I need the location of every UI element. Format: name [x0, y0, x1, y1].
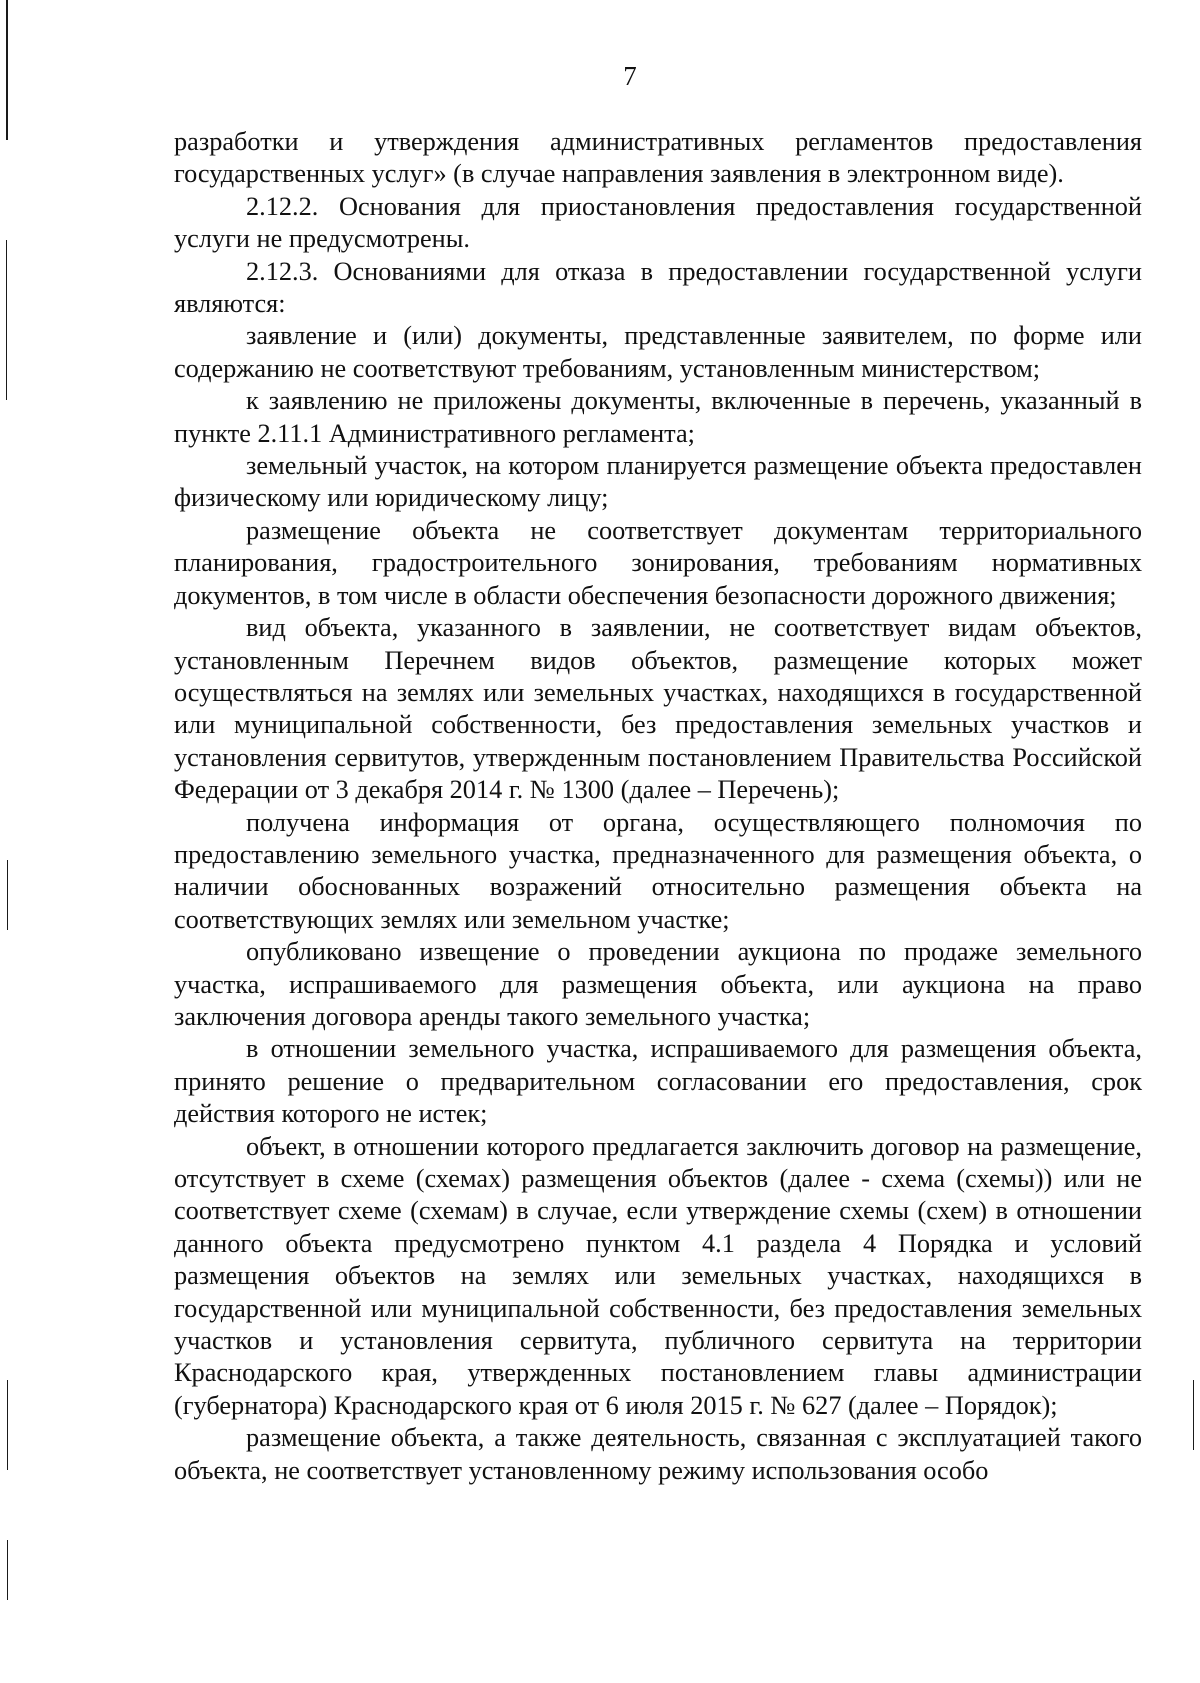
paragraph: земельный участок, на котором планируется размещение объекта предоставлен физическому или юридическому лицу;	[174, 451, 1142, 513]
paragraph: 2.12.3. Основаниями для отказа в предоставлении государственной услуги являются:	[174, 256, 1142, 319]
paragraph: размещение объекта, а также деятельность, связанная с эксплуатацией такого объекта, не соответствует установленному режиму использования особо	[174, 1423, 1142, 1485]
paragraph: к заявлению не приложены документы, включенные в перечень, указанный в пункте 2.11.1 Административного регламента;	[174, 386, 1142, 448]
paragraph: разработки и утверждения административных регламентов предоставления государственных услуг» (в случае направления заявления в электронном виде).	[174, 127, 1142, 189]
document-body	[174, 126, 1142, 1487]
paragraph: объект, в отношении которого предлагается заключить договор на размещение, отсутствует в схеме (схемах) размещения объектов (далее - схема (схемы)) или не соответствует схеме (схемам) в случае, если утверждение схемы (схем) в отношении данного объекта предусмотрено пунктом 4.1 раздела 4 Порядка и условий размещения объектов на землях или земельных участках, находящихся в государственной или муниципальной собственности, без предоставления земельных участков и установления сервитута, публичного сервитута на территории Краснодарского края, утвержденных постановлением главы администрации (губернатора) Краснодарского края от 6 июля 2015 г. № 627 (далее – Порядок);	[174, 1131, 1142, 1420]
scan-edge-mark	[7, 860, 8, 930]
paragraph: вид объекта, указанного в заявлении, не соответствует видам объектов, установленным Перечнем видов объектов, размещение которых может осуществляться на землях или земельных участках, находящихся в государственной или муниципальной собственности, без предоставления земельных участков и установления сервитутов, утвержденным постановлением Правительства Российской Федерации от 3 декабря 2014 г. № 1300 (далее – Перечень);	[174, 613, 1142, 805]
scan-edge-mark	[6, 240, 7, 400]
paragraph: 2.12.2. Основания для приостановления предоставления государственной услуги не предусмотрены.	[174, 191, 1142, 254]
paragraph: заявление и (или) документы, представленные заявителем, по форме или содержанию не соответствуют требованиям, установленным министерством;	[174, 321, 1142, 383]
scan-edge-mark	[7, 1540, 8, 1600]
paragraph: в отношении земельного участка, испрашиваемого для размещения объекта, принято решение о предварительном согласовании его предоставления, срок действия которого не истек;	[174, 1034, 1142, 1129]
scan-edge-mark	[1193, 1380, 1194, 1450]
paragraph: получена информация от органа, осуществляющего полномочия по предоставлению земельного участка, предназначенного для размещения объекта, о наличии обоснованных возражений относительно размещения объекта на соответствующих землях или земельном участке;	[174, 807, 1142, 934]
paragraph: опубликовано извещение о проведении аукциона по продаже земельного участка, испрашиваемого для размещения объекта, или аукциона на право заключения договора аренды такого земельного участка;	[174, 937, 1142, 1031]
paragraph: размещение объекта не соответствует документам территориального планирования, градостроительного зонирования, требованиям нормативных документов, в том числе в области обеспечения безопасности дорожного движения;	[174, 515, 1142, 610]
page-number: 7	[623, 61, 637, 91]
scan-edge-mark	[7, 1380, 8, 1470]
